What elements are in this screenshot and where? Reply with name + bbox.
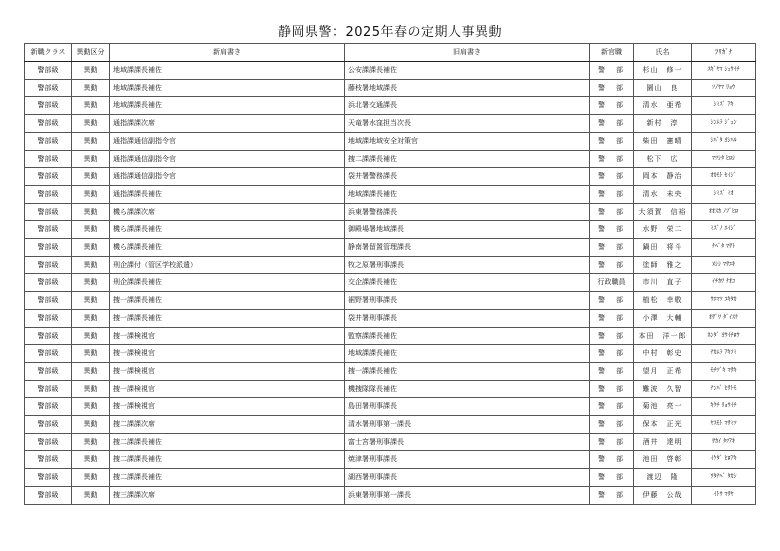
new-title-cell: 捜一課検視官: [110, 362, 345, 380]
table-row: [25, 97, 756, 115]
new-class-cell: 警部級: [25, 380, 72, 398]
furigana-cell: ｵｵｽｶ ﾉﾌﾞﾋﾛ: [692, 203, 756, 221]
new-class-cell: 警部級: [25, 309, 72, 327]
old-title-cell: 公安課課長補佐: [345, 62, 590, 80]
furigana-cell: ｿﾉﾔﾏ ﾘｮｳ: [692, 79, 756, 97]
old-title-cell: 御殿場署地域課長: [345, 221, 590, 239]
new-rank-cell: 警 部: [590, 168, 634, 186]
furigana-cell: ｼﾝﾑﾗ ｼﾞｭﾝ: [692, 115, 756, 133]
furigana-cell: ｽｷﾞﾔﾏ ｼｭｳｲﾁ: [692, 62, 756, 80]
transfer-type-cell: 異動: [72, 362, 110, 380]
header-new-class: 新職クラス: [25, 44, 72, 62]
furigana-cell: ｲｹﾀﾞ ﾋﾛｱｷ: [692, 451, 756, 469]
transfer-type-cell: 異動: [72, 380, 110, 398]
name-cell: 酒井 達明: [634, 433, 692, 451]
new-rank-cell: 警 部: [590, 185, 634, 203]
name-cell: 保本 正光: [634, 416, 692, 434]
name-cell: 鍋田 将斗: [634, 239, 692, 257]
table-row: [25, 451, 756, 469]
new-rank-cell: 警 部: [590, 327, 634, 345]
table-row: [25, 132, 756, 150]
name-cell: 水野 栄二: [634, 221, 692, 239]
old-title-cell: 浜東署警務課長: [345, 203, 590, 221]
table-row: [25, 256, 756, 274]
transfer-type-cell: 異動: [72, 398, 110, 416]
transfer-type-cell: 異動: [72, 416, 110, 434]
table-row: [25, 115, 756, 133]
table-row: [25, 469, 756, 487]
old-title-cell: 地域課課長補佐: [345, 345, 590, 363]
new-rank-cell: 警 部: [590, 150, 634, 168]
table-row: [25, 274, 756, 292]
old-title-cell: 浜東署刑事第一課長: [345, 486, 590, 504]
new-title-cell: 通指課課次席: [110, 115, 345, 133]
new-rank-cell: 行政職員: [590, 274, 634, 292]
transfer-type-cell: 異動: [72, 345, 110, 363]
old-title-cell: 富士宮署刑事課長: [345, 433, 590, 451]
new-title-cell: 機ら課課長補佐: [110, 221, 345, 239]
new-class-cell: 警部級: [25, 115, 72, 133]
transfer-type-cell: 異動: [72, 168, 110, 186]
new-rank-cell: 警 部: [590, 239, 634, 257]
header-new-rank: 新官職: [590, 44, 634, 62]
name-cell: 中村 彰史: [634, 345, 692, 363]
table-row: [25, 486, 756, 504]
name-cell: 渡辺 隆: [634, 469, 692, 487]
name-cell: 松下 広: [634, 150, 692, 168]
old-title-cell: 地域課課長補佐: [345, 185, 590, 203]
furigana-cell: ｻｶｲ ﾀﾂｱｷ: [692, 433, 756, 451]
furigana-cell: ﾅﾝﾊﾞ ﾋｻﾄﾓ: [692, 380, 756, 398]
table-row: [25, 79, 756, 97]
transfer-type-cell: 異動: [72, 469, 110, 487]
personnel-table: [24, 43, 756, 505]
new-rank-cell: 警 部: [590, 115, 634, 133]
old-title-cell: 湖西署刑事課長: [345, 469, 590, 487]
new-rank-cell: 警 部: [590, 380, 634, 398]
old-title-cell: 袋井署警務課長: [345, 168, 590, 186]
new-title-cell: 捜一課課長補佐: [110, 309, 345, 327]
new-class-cell: 警部級: [25, 150, 72, 168]
new-title-cell: 捜二課課長補佐: [110, 469, 345, 487]
new-title-cell: 捜二課課長補佐: [110, 451, 345, 469]
table-row: [25, 309, 756, 327]
old-title-cell: 捜一課課長補佐: [345, 362, 590, 380]
furigana-cell: ｷｸﾁ ﾘｮｳｲﾁ: [692, 398, 756, 416]
new-rank-cell: 警 部: [590, 62, 634, 80]
new-title-cell: 捜一課検視官: [110, 398, 345, 416]
furigana-cell: ﾅｶﾑﾗ ｱｷﾌﾐ: [692, 345, 756, 363]
transfer-type-cell: 異動: [72, 451, 110, 469]
new-class-cell: 警部級: [25, 62, 72, 80]
name-cell: 柴田 憲晴: [634, 132, 692, 150]
header-new-title: 新肩書き: [110, 44, 345, 62]
new-class-cell: 警部級: [25, 398, 72, 416]
table-row: [25, 185, 756, 203]
new-rank-cell: 警 部: [590, 451, 634, 469]
new-rank-cell: 警 部: [590, 132, 634, 150]
old-title-cell: 裾野署刑事課長: [345, 292, 590, 310]
transfer-type-cell: 異動: [72, 309, 110, 327]
page-title: 静岡県警：2025年春の定期人事異動: [277, 25, 503, 40]
new-rank-cell: 警 部: [590, 309, 634, 327]
new-title-cell: 通指課通信副指令官: [110, 168, 345, 186]
furigana-cell: ﾎﾝﾀﾞ ﾖｳｲﾁﾛｳ: [692, 327, 756, 345]
transfer-type-cell: 異動: [72, 433, 110, 451]
table-row: [25, 221, 756, 239]
transfer-type-cell: 異動: [72, 274, 110, 292]
old-title-cell: 焼津署刑事課長: [345, 451, 590, 469]
furigana-cell: ｲﾄｳ ﾏｻﾔ: [692, 486, 756, 504]
name-cell: 望月 正希: [634, 362, 692, 380]
table-row: [25, 416, 756, 434]
new-class-cell: 警部級: [25, 486, 72, 504]
furigana-cell: ｼﾐｽﾞ ｱｷ: [692, 97, 756, 115]
new-rank-cell: 警 部: [590, 345, 634, 363]
name-cell: 杉山 修一: [634, 62, 692, 80]
furigana-cell: ﾅﾍﾞﾀ ﾏｻﾄ: [692, 239, 756, 257]
old-title-cell: 天竜署水窪担当次長: [345, 115, 590, 133]
table-row: [25, 239, 756, 257]
transfer-type-cell: 異動: [72, 239, 110, 257]
new-title-cell: 通指課課長補佐: [110, 185, 345, 203]
name-cell: 菊池 亮一: [634, 398, 692, 416]
table-row: [25, 362, 756, 380]
new-title-cell: 機ら課課長補佐: [110, 239, 345, 257]
new-rank-cell: 警 部: [590, 433, 634, 451]
table-row: [25, 150, 756, 168]
new-class-cell: 警部級: [25, 239, 72, 257]
furigana-cell: ﾏﾂｼﾀ ﾋﾛｼ: [692, 150, 756, 168]
transfer-type-cell: 異動: [72, 132, 110, 150]
old-title-cell: 清水署刑事第一課長: [345, 416, 590, 434]
new-title-cell: 刑企課付（管区学校派遣）: [110, 256, 345, 274]
new-class-cell: 警部級: [25, 469, 72, 487]
old-title-cell: 機捜隊隊長補佐: [345, 380, 590, 398]
name-cell: 清水 未央: [634, 185, 692, 203]
furigana-cell: ｵｶﾓﾄ ｾｲｼﾞ: [692, 168, 756, 186]
new-class-cell: 警部級: [25, 416, 72, 434]
transfer-type-cell: 異動: [72, 327, 110, 345]
name-cell: 大須賀 信裕: [634, 203, 692, 221]
new-title-cell: 地域課課長補佐: [110, 79, 345, 97]
old-title-cell: 地域課地域安全対策官: [345, 132, 590, 150]
new-class-cell: 警部級: [25, 451, 72, 469]
new-class-cell: 警部級: [25, 433, 72, 451]
transfer-type-cell: 異動: [72, 185, 110, 203]
table-header-row: [25, 44, 756, 62]
transfer-type-cell: 異動: [72, 292, 110, 310]
new-class-cell: 警部級: [25, 132, 72, 150]
furigana-cell: ｲﾁｶﾜ ﾅｵｺ: [692, 274, 756, 292]
new-title-cell: 捜一課課長補佐: [110, 292, 345, 310]
old-title-cell: 袋井署刑事課長: [345, 309, 590, 327]
table-row: [25, 203, 756, 221]
new-class-cell: 警部級: [25, 345, 72, 363]
transfer-type-cell: 異動: [72, 486, 110, 504]
new-rank-cell: 警 部: [590, 221, 634, 239]
new-title-cell: 捜一課検視官: [110, 345, 345, 363]
transfer-type-cell: 異動: [72, 150, 110, 168]
new-rank-cell: 警 部: [590, 97, 634, 115]
furigana-cell: ｳｴﾏﾂ ﾕｷﾀｶ: [692, 292, 756, 310]
table-row: [25, 62, 756, 80]
name-cell: 伊藤 公哉: [634, 486, 692, 504]
new-rank-cell: 警 部: [590, 486, 634, 504]
new-title-cell: 機ら課課次席: [110, 203, 345, 221]
new-title-cell: 捜二課課長補佐: [110, 433, 345, 451]
furigana-cell: ｼﾐｽﾞ ﾐｵ: [692, 185, 756, 203]
new-title-cell: 捜三課課次席: [110, 486, 345, 504]
name-cell: 新村 淳: [634, 115, 692, 133]
table-row: [25, 327, 756, 345]
new-title-cell: 地域課課長補佐: [110, 62, 345, 80]
old-title-cell: 浜北署交通課長: [345, 97, 590, 115]
new-title-cell: 地域課課長補佐: [110, 97, 345, 115]
table-row: [25, 292, 756, 310]
transfer-type-cell: 異動: [72, 221, 110, 239]
new-class-cell: 警部級: [25, 79, 72, 97]
new-rank-cell: 警 部: [590, 292, 634, 310]
name-cell: 塗師 雅之: [634, 256, 692, 274]
new-class-cell: 警部級: [25, 168, 72, 186]
name-cell: 植松 幸敬: [634, 292, 692, 310]
old-title-cell: 牧之原署刑事課長: [345, 256, 590, 274]
name-cell: 岡本 静治: [634, 168, 692, 186]
new-class-cell: 警部級: [25, 185, 72, 203]
transfer-type-cell: 異動: [72, 203, 110, 221]
old-title-cell: 捜二課課長補佐: [345, 150, 590, 168]
name-cell: 難波 久智: [634, 380, 692, 398]
new-class-cell: 警部級: [25, 256, 72, 274]
table-row: [25, 398, 756, 416]
new-class-cell: 警部級: [25, 221, 72, 239]
table-row: [25, 380, 756, 398]
old-title-cell: 藤枝署地域課長: [345, 79, 590, 97]
new-title-cell: 刑企課課長補佐: [110, 274, 345, 292]
furigana-cell: ﾐｽﾞﾉ ｴｲｼﾞ: [692, 221, 756, 239]
name-cell: 小澤 大輔: [634, 309, 692, 327]
furigana-cell: ｼﾊﾞﾀ ﾖｼﾊﾙ: [692, 132, 756, 150]
old-title-cell: 島田署刑事課長: [345, 398, 590, 416]
new-rank-cell: 警 部: [590, 362, 634, 380]
furigana-cell: ﾇｼｼ ﾏｻﾕｷ: [692, 256, 756, 274]
name-cell: 清水 亜希: [634, 97, 692, 115]
transfer-type-cell: 異動: [72, 115, 110, 133]
old-title-cell: 静南署留置管理課長: [345, 239, 590, 257]
transfer-type-cell: 異動: [72, 256, 110, 274]
new-rank-cell: 警 部: [590, 416, 634, 434]
transfer-type-cell: 異動: [72, 79, 110, 97]
table-row: [25, 345, 756, 363]
header-transfer-type: 異動区分: [72, 44, 110, 62]
new-rank-cell: 警 部: [590, 469, 634, 487]
new-title-cell: 通指課通信副指令官: [110, 150, 345, 168]
name-cell: 市川 直子: [634, 274, 692, 292]
header-old-title: 旧肩書き: [345, 44, 590, 62]
old-title-cell: 交企課課長補佐: [345, 274, 590, 292]
transfer-type-cell: 異動: [72, 97, 110, 115]
header-name: 氏名: [634, 44, 692, 62]
old-title-cell: 監察課課長補佐: [345, 327, 590, 345]
header-furigana: ﾌﾘｶﾞﾅ: [692, 44, 756, 62]
new-title-cell: 通指課通信副指令官: [110, 132, 345, 150]
new-rank-cell: 警 部: [590, 203, 634, 221]
furigana-cell: ｵｻﾞﾜ ﾀﾞｲｽｹ: [692, 309, 756, 327]
table-row: [25, 433, 756, 451]
table-row: [25, 168, 756, 186]
new-rank-cell: 警 部: [590, 79, 634, 97]
furigana-cell: ﾜﾀﾅﾍﾞ ﾀｶｼ: [692, 469, 756, 487]
name-cell: 園山 良: [634, 79, 692, 97]
new-title-cell: 捜一課検視官: [110, 327, 345, 345]
new-class-cell: 警部級: [25, 327, 72, 345]
transfer-type-cell: 異動: [72, 62, 110, 80]
furigana-cell: ﾓﾁﾂﾞｷ ﾏｻｷ: [692, 362, 756, 380]
new-class-cell: 警部級: [25, 292, 72, 310]
new-class-cell: 警部級: [25, 97, 72, 115]
new-class-cell: 警部級: [25, 203, 72, 221]
new-title-cell: 捜二課課次席: [110, 416, 345, 434]
new-class-cell: 警部級: [25, 274, 72, 292]
new-title-cell: 捜一課検視官: [110, 380, 345, 398]
name-cell: 本田 洋一郎: [634, 327, 692, 345]
furigana-cell: ﾔｽﾓﾄ ﾏｻﾐﾂ: [692, 416, 756, 434]
new-rank-cell: 警 部: [590, 398, 634, 416]
new-class-cell: 警部級: [25, 362, 72, 380]
name-cell: 池田 啓彰: [634, 451, 692, 469]
new-rank-cell: 警 部: [590, 256, 634, 274]
